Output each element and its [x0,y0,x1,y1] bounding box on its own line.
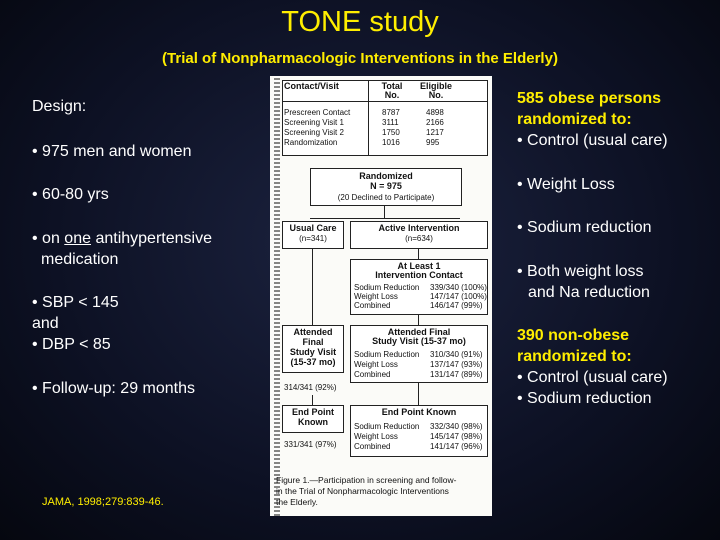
design-bullet-bp [32,292,119,355]
c1-val: 147/147 (100%) [430,292,487,301]
connector [310,218,460,219]
c1-val: 339/340 (100%) [430,283,487,292]
table-header-contact: Contact/Visit [284,81,339,91]
nonobese-heading-l1: 390 non-obese [517,327,630,344]
scan-edge [274,76,280,516]
row-total: 1016 [382,138,400,147]
c2-val: 310/340 (91%) [430,350,483,359]
dbp-text: • DBP < 85 [32,336,111,353]
row-label: Prescreen Contact [284,108,351,117]
epk-label: End Point Known [381,407,457,417]
c1-label: Sodium Reduction [354,283,420,292]
c2-label: Combined [354,370,391,379]
participation-flow-figure [270,76,492,516]
row-total: 3111 [382,118,399,127]
design-heading: Design: [32,98,87,115]
att-usual-val: 314/341 (92%) [284,383,337,392]
slide-title: TONE study [281,6,439,38]
usual-care-l1: Usual Care [289,223,337,233]
medication-line2: medication [41,251,119,268]
randomized-l2: N = 975 [370,181,402,191]
ep-l2: Known [298,417,328,427]
connector [418,249,419,259]
row-total: 1750 [382,128,400,137]
table-header-total: Total [381,81,403,91]
nonobese-heading-l2: randomized to: [517,348,632,365]
active-l1: Active Intervention [378,223,460,233]
c2-label: Weight Loss [354,360,398,369]
ep-l1: End Point [292,407,334,417]
table-col-rule [368,80,369,156]
table-header-total-no: No. [384,90,400,100]
medication-post: antihypertensive [91,230,212,247]
obese-item-sodium: • Sodium reduction [517,219,652,236]
connector [312,395,313,405]
slide-subtitle: (Trial of Nonpharmacologic Interventions in the Elderly) [162,50,558,67]
obese-item-weight-loss: • Weight Loss [517,176,615,193]
design-bullet-age: • 60-80 yrs [32,186,109,203]
att-l4: (15-37 mo) [290,357,336,367]
connector [312,249,313,325]
c3-label: Sodium Reduction [354,422,420,431]
row-label: Randomization [284,138,338,147]
att-l2: Final [302,337,324,347]
caption-l2: in the Trial of Nonpharmacologic Interventions [276,486,449,496]
c2-val: 131/147 (89%) [430,370,483,379]
row-eligible: 4898 [426,108,444,117]
randomized-l3: (20 Declined to Participate) [337,193,435,202]
row-total: 8787 [382,108,400,117]
obese-item-both [517,261,650,303]
c3-val: 332/340 (98%) [430,422,483,431]
c1-val: 146/147 (99%) [430,301,483,310]
row-eligible: 1217 [426,128,444,137]
c1-label: Combined [354,301,391,310]
obese-heading-l2: randomized to: [517,111,632,128]
citation: JAMA, 1998;279:839-46. [42,496,164,508]
c3-label: Combined [354,442,391,451]
table-header-eligible-no: No. [428,90,444,100]
table-header-eligible: Eligible [419,81,452,91]
connector [418,315,419,325]
obese-group [517,88,668,151]
c3-label: Weight Loss [354,432,398,441]
both-l2: and Na reduction [528,284,650,301]
row-eligible: 995 [426,138,440,147]
connector [384,206,385,218]
c2-val: 137/147 (93%) [430,360,483,369]
ep-usual-val: 331/341 (97%) [284,440,337,449]
usual-care-l2: (n=341) [299,234,327,243]
c3-val: 145/147 (98%) [430,432,483,441]
caption-l3: the Elderly. [276,497,318,507]
both-l1: • Both weight loss [517,263,644,280]
active-l2: (n=634) [405,234,433,243]
randomized-l1: Randomized [359,171,413,181]
obese-heading-l1: 585 obese persons [517,90,662,107]
design-bullet-followup: • Follow-up: 29 months [32,380,196,397]
medication-underlined: one [64,230,91,247]
design-bullet-participants: • 975 men and women [32,143,192,160]
nonobese-item-sodium: • Sodium reduction [517,390,652,407]
c3-val: 141/147 (96%) [430,442,483,451]
medication-pre: • on [32,230,65,247]
att-l1: Attended [293,327,333,337]
atleast-l1: At Least 1 [397,261,441,271]
c2-label: Sodium Reduction [354,350,420,359]
attf-l2: Study Visit (15-37 mo) [372,336,466,346]
nonobese-group [517,325,668,409]
caption-l1: Figure 1.—Participation in screening and follow- [276,475,457,485]
att-l3: Study Visit [289,347,337,357]
sbp-text: • SBP < 145 [32,294,119,311]
row-label: Screening Visit 1 [284,118,344,127]
and-text: and [32,315,59,332]
table-header-rule [282,101,488,102]
c1-label: Weight Loss [354,292,398,301]
connector [418,383,419,405]
attf-l1: Attended Final [387,327,451,337]
nonobese-item-control: • Control (usual care) [517,369,668,386]
atleast-l2: Intervention Contact [375,270,463,280]
design-bullet-medication [32,228,212,270]
row-eligible: 2166 [426,118,444,127]
obese-item-control: • Control (usual care) [517,132,668,149]
row-label: Screening Visit 2 [284,128,344,137]
